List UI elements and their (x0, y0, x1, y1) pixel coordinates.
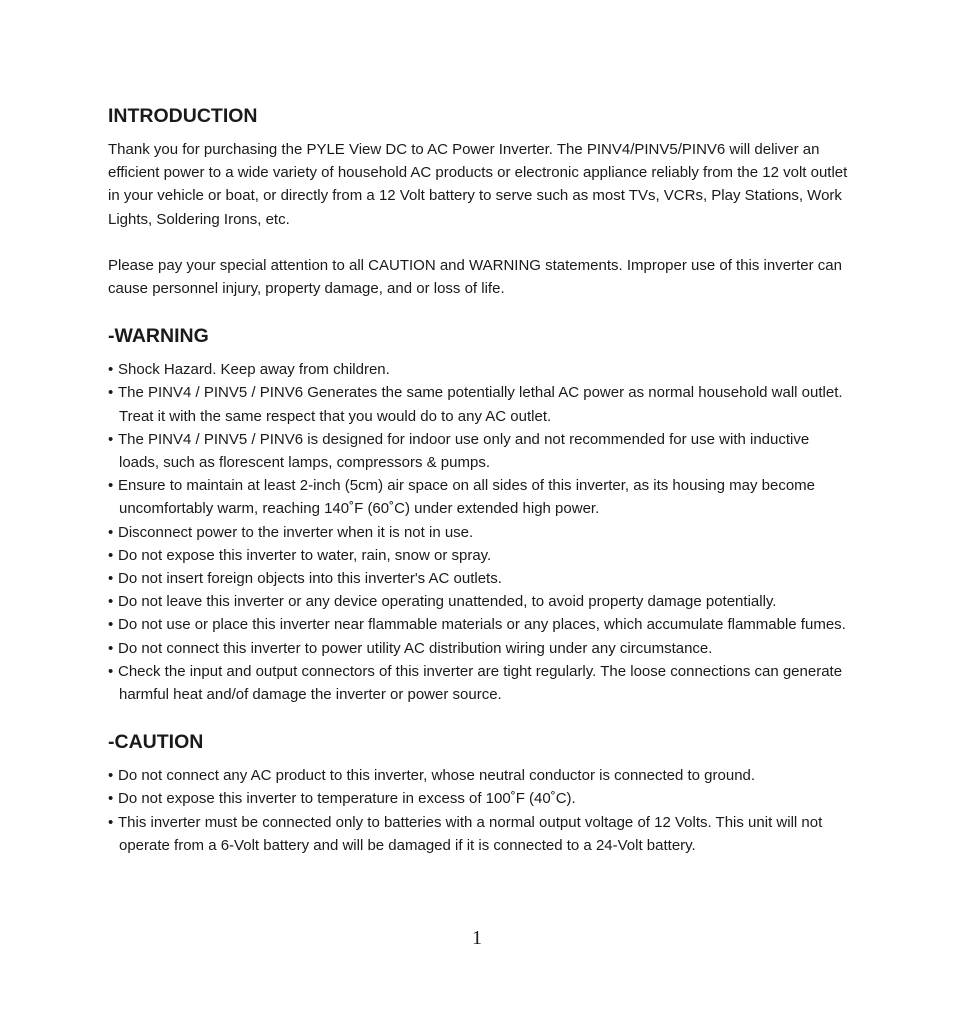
bullet-mark: • (108, 662, 114, 680)
bullet-mark: • (108, 477, 114, 495)
introduction-heading: INTRODUCTION (108, 105, 258, 127)
bullet-mark: • (108, 570, 114, 588)
list-item-text: Shock Hazard. Keep away from children. (118, 361, 390, 379)
warning-heading: -WARNING (108, 325, 209, 348)
list-item-text: Do not insert foreign objects into this inverter's AC outlets. (118, 570, 502, 588)
bullet-mark: • (108, 639, 114, 657)
introduction-section (108, 104, 853, 300)
bullet-mark: • (108, 523, 114, 541)
list-item (108, 544, 853, 567)
list-item (108, 428, 853, 474)
list-item (108, 567, 853, 590)
list-item (108, 811, 853, 857)
warning-list (108, 358, 853, 706)
list-item (108, 521, 853, 544)
bullet-mark: • (108, 384, 114, 402)
list-item (108, 764, 853, 787)
bullet-mark: • (108, 546, 114, 564)
list-item (108, 590, 853, 613)
list-item-text: The PINV4 / PINV5 / PINV6 is designed for indoor use only and not recommended for use with inductive loads, such as florescent lamps, compressors & pumps. (118, 430, 810, 472)
bullet-mark: • (108, 767, 114, 785)
list-item-text: The PINV4 / PINV5 / PINV6 Generates the same potentially lethal AC power as normal household wall outlet. Treat it with the same respect that you would do to any AC outlet. (118, 384, 843, 425)
caution-section (108, 730, 853, 857)
list-item-text: Disconnect power to the inverter when it is not in use. (118, 523, 474, 541)
introduction-paragraph-1: Thank you for purchasing the PYLE View DC to AC Power Inverter. The PINV4/PINV5/PINV6 will deliver an efficient power to a wide variety of household AC products or electronic appliance reliably from the 12 volt outlet in your vehicle or boat, or directly from a 12 Volt battery to serve such as most TVs, VCRs, Play Stations, Work Lights, Soldering Irons, etc. (108, 141, 848, 228)
introduction-paragraph-2: Please pay your special attention to all CAUTION and WARNING statements. Improper use of this inverter can cause personnel injury, property damage, and or loss of life. (108, 256, 842, 298)
bullet-mark: • (108, 361, 114, 379)
list-item (108, 474, 853, 520)
list-item (108, 787, 853, 810)
list-item-text: Do not use or place this inverter near flammable materials or any places, which accumulate flammable fumes. (118, 616, 846, 634)
bullet-mark: • (108, 430, 114, 448)
list-item (108, 637, 853, 660)
list-item-text: Ensure to maintain at least 2-inch (5cm) air space on all sides of this inverter, as its housing may become uncomfortably warm, reaching 140˚F (60˚C) under extended high power. (118, 477, 815, 518)
bullet-mark: • (108, 616, 114, 634)
document-page (108, 104, 853, 857)
bullet-mark: • (108, 593, 114, 611)
list-item (108, 613, 853, 636)
list-item-text: This inverter must be connected only to batteries with a normal output voltage of 12 Volts. This unit will not operate from a 6-Volt battery and will be damaged if it is connected to a 24-Volt battery. (118, 813, 823, 854)
list-item-text: Do not connect any AC product to this inverter, whose neutral conductor is connected to ground. (118, 767, 756, 785)
list-item (108, 381, 853, 427)
list-item (108, 358, 853, 381)
page-number: 1 (472, 927, 482, 949)
list-item-text: Check the input and output connectors of this inverter are tight regularly. The loose connections can generate harmful heat and/of damage the inverter or power source. (118, 662, 843, 704)
list-item-text: Do not leave this inverter or any device operating unattended, to avoid property damage potentially. (118, 593, 777, 611)
bullet-mark: • (108, 813, 114, 831)
list-item-text: Do not expose this inverter to water, rain, snow or spray. (118, 546, 492, 564)
list-item-text: Do not expose this inverter to temperature in excess of 100˚F (40˚C). (118, 790, 576, 808)
caution-list (108, 764, 853, 857)
list-item-text: Do not connect this inverter to power utility AC distribution wiring under any circumstance. (118, 639, 713, 657)
list-item (108, 660, 853, 706)
caution-heading: -CAUTION (108, 731, 204, 754)
bullet-mark: • (108, 790, 114, 808)
warning-section (108, 324, 853, 706)
